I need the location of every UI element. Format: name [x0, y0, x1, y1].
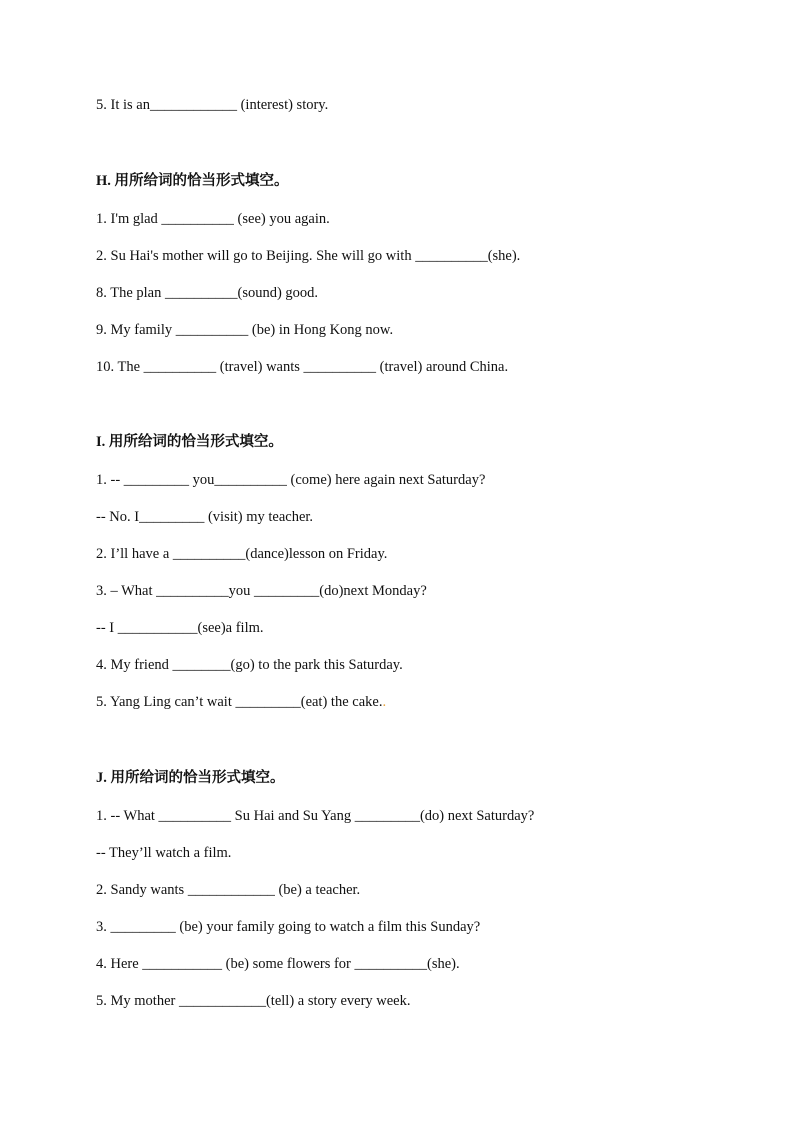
question-text: 5. Yang Ling can’t wait _________(eat) the cake.: [96, 694, 383, 710]
question-line: 1. I'm glad __________ (see) you again.: [96, 211, 330, 227]
question-line: 4. Here ___________ (be) some flowers for __________(she).: [96, 956, 460, 972]
question-line: 3. _________ (be) your family going to watch a film this Sunday?: [96, 919, 481, 935]
question-line: [96, 693, 386, 711]
question-line: 2. Sandy wants ____________ (be) a teacher.: [96, 882, 361, 898]
question-line: 5. It is an____________ (interest) story.: [96, 97, 329, 113]
stray-mark: .: [382, 694, 387, 710]
question-line: 5. My mother ____________(tell) a story every week.: [96, 993, 411, 1009]
question-line: 1. -- _________ you__________ (come) here again next Saturday?: [96, 472, 486, 488]
section-heading-j: J. 用所给词的恰当形式填空。: [96, 770, 285, 786]
question-line: 8. The plan __________(sound) good.: [96, 285, 319, 301]
section-heading-i: I. 用所给词的恰当形式填空。: [96, 434, 283, 450]
answer-line: -- No. I_________ (visit) my teacher.: [96, 509, 314, 525]
answer-line: -- They’ll watch a film.: [96, 845, 232, 861]
question-line: 1. -- What __________ Su Hai and Su Yang _________(do) next Saturday?: [96, 808, 535, 824]
answer-line: -- I ___________(see)a film.: [96, 620, 264, 636]
question-line: 2. I’ll have a __________(dance)lesson on Friday.: [96, 546, 388, 562]
question-line: 10. The __________ (travel) wants __________ (travel) around China.: [96, 359, 509, 375]
question-line: 4. My friend ________(go) to the park this Saturday.: [96, 657, 403, 673]
question-line: 2. Su Hai's mother will go to Beijing. She will go with __________(she).: [96, 248, 521, 264]
section-heading-h: H. 用所给词的恰当形式填空。: [96, 173, 289, 189]
question-line: 3. – What __________you _________(do)next Monday?: [96, 583, 427, 599]
question-line: 9. My family __________ (be) in Hong Kong now.: [96, 322, 394, 338]
